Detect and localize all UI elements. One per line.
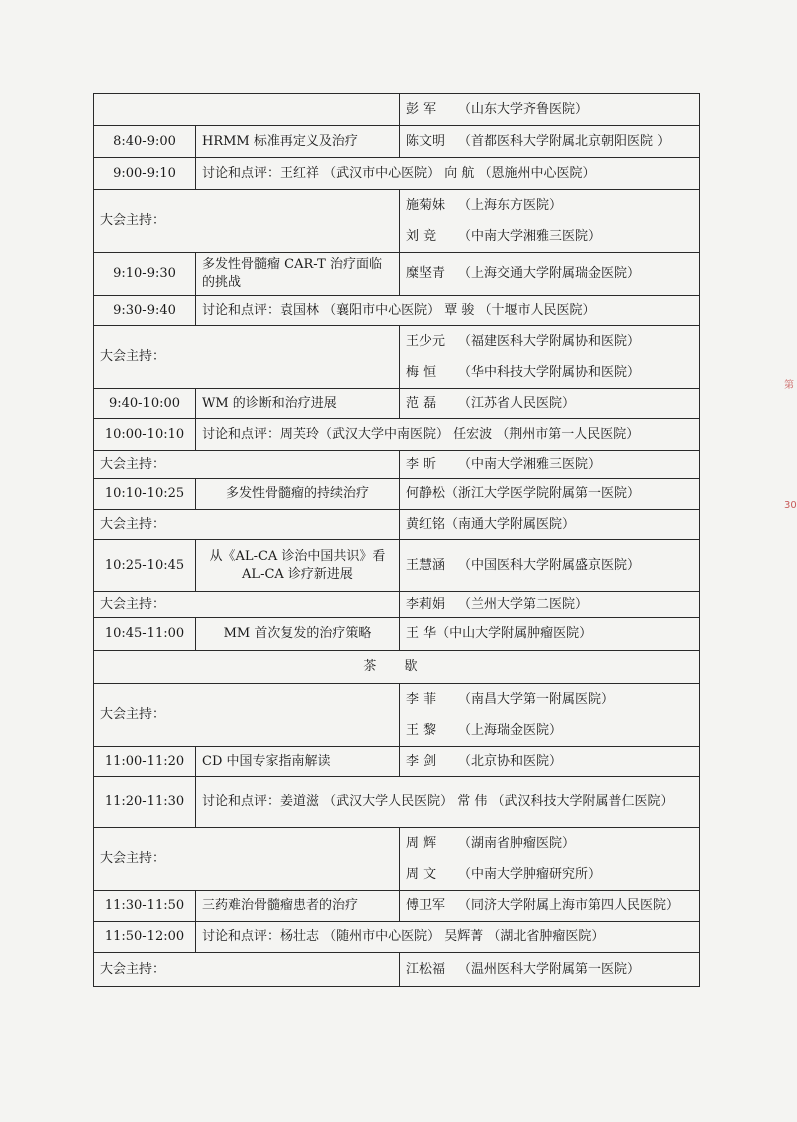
host-name: 周 文 — [406, 867, 437, 882]
host-name: 李 昕 — [406, 456, 437, 472]
session-time: 11:00-11:20 — [94, 747, 196, 777]
seal-fragment: 30 — [784, 500, 797, 511]
host-row — [94, 190, 700, 253]
speaker-name: 李 剑 — [406, 753, 437, 769]
host-row — [94, 592, 700, 618]
host-row — [94, 451, 700, 479]
table-row — [94, 158, 700, 190]
speaker-name: 范 磊 — [406, 395, 437, 411]
host-row — [94, 510, 700, 540]
host-label: 大会主持： — [94, 828, 400, 891]
host-entry — [406, 326, 693, 357]
host-entry — [406, 684, 693, 715]
host-name: 周 辉 — [406, 836, 437, 851]
speaker-name: 彭 军 — [406, 101, 437, 117]
session-time: 11:20-11:30 — [94, 777, 196, 828]
host-affiliation: （湖南省肿瘤医院） — [458, 836, 576, 851]
session-topic: HRMM 标准再定义及治疗 — [196, 126, 400, 158]
host-entry — [406, 828, 693, 859]
host-label: 大会主持： — [94, 592, 400, 618]
speaker: 王 华（中山大学附属肿瘤医院） — [400, 618, 700, 651]
host-affiliation: （福建医科大学附属协和医院） — [458, 334, 641, 349]
table-row — [94, 126, 700, 158]
discussion-text: 讨论和点评：王红祥 （武汉市中心医院） 向 航 （恩施州中心医院） — [196, 158, 700, 190]
session-time: 10:00-10:10 — [94, 419, 196, 451]
session-topic: WM 的诊断和治疗进展 — [196, 389, 400, 419]
speaker-name: 王慧涵 — [406, 557, 446, 573]
host-affiliation: （兰州大学第二医院） — [458, 596, 589, 612]
host-entry — [406, 190, 693, 221]
host-name: 梅 恒 — [406, 365, 437, 380]
table-row — [94, 479, 700, 510]
host: 黄红铭（南通大学附属医院） — [400, 510, 700, 540]
host-affiliation: （中南大学湘雅三医院） — [458, 456, 602, 472]
table-row — [94, 419, 700, 451]
empty-cell — [94, 94, 400, 126]
host-affiliation: （上海东方医院） — [458, 198, 563, 213]
host-label: 大会主持： — [94, 190, 400, 253]
host-name: 王少元 — [406, 334, 446, 349]
speaker-affiliation: （山东大学齐鲁医院） — [458, 101, 589, 117]
host-row — [94, 684, 700, 747]
host-name: 李莉娟 — [406, 596, 446, 612]
speaker-affiliation: （上海交通大学附属瑞金医院） — [458, 266, 641, 281]
host-affiliation: （华中科技大学附属协和医院） — [458, 365, 641, 380]
session-topic: 三药难治骨髓瘤患者的治疗 — [196, 891, 400, 922]
discussion-text: 讨论和点评：袁国林 （襄阳市中心医院） 覃 骏 （十堰市人民医院） — [196, 296, 700, 326]
table-row — [94, 94, 700, 126]
host-name: 李 菲 — [406, 692, 437, 707]
session-time: 9:00-9:10 — [94, 158, 196, 190]
table-row — [94, 296, 700, 326]
session-time: 11:50-12:00 — [94, 922, 196, 953]
table-row — [94, 253, 700, 296]
tea-break-row — [94, 651, 700, 684]
speaker-affiliation: （同济大学附属上海市第四人民医院） — [458, 898, 680, 913]
host-entry — [406, 859, 693, 890]
speaker-affiliation: （北京协和医院） — [458, 753, 563, 769]
host-label: 大会主持： — [94, 326, 400, 389]
table-row — [94, 540, 700, 592]
host-label: 大会主持： — [94, 953, 400, 987]
seal-fragment: 第 — [784, 380, 794, 391]
discussion-text: 讨论和点评：姜道滋 （武汉大学人民医院） 常 伟 （武汉科技大学附属普仁医院） — [196, 777, 700, 828]
speaker-name: 糜坚青 — [406, 266, 446, 281]
session-time: 9:30-9:40 — [94, 296, 196, 326]
host-entry — [406, 357, 693, 388]
session-topic: 多发性骨髓瘤的持续治疗 — [196, 479, 400, 510]
table-row — [94, 891, 700, 922]
session-topic: 多发性骨髓瘤 CAR-T 治疗面临的挑战 — [196, 253, 400, 296]
host-label: 大会主持： — [94, 684, 400, 747]
discussion-text: 讨论和点评：周芙玲（武汉大学中南医院） 任宏波 （荆州市第一人民医院） — [196, 419, 700, 451]
session-time: 9:10-9:30 — [94, 253, 196, 296]
speaker: 何静松（浙江大学医学院附属第一医院） — [400, 479, 700, 510]
host-affiliation: （上海瑞金医院） — [458, 723, 563, 738]
tea-break: 茶 歇 — [94, 651, 700, 684]
speaker-name: 傅卫军 — [406, 898, 446, 913]
discussion-text: 讨论和点评：杨壮志 （随州市中心医院） 吴辉菁 （湖北省肿瘤医院） — [196, 922, 700, 953]
speaker-affiliation: （江苏省人民医院） — [458, 395, 576, 411]
schedule-table — [93, 93, 700, 987]
host-row — [94, 953, 700, 987]
host-row — [94, 828, 700, 891]
session-topic: 从《AL-CA 诊治中国共识》看 AL-CA 诊疗新进展 — [196, 540, 400, 592]
speaker-affiliation: （中国医科大学附属盛京医院） — [458, 557, 641, 573]
host-affiliation: （温州医科大学附属第一医院） — [458, 961, 641, 977]
host-name: 王 黎 — [406, 723, 437, 738]
host-entry — [406, 221, 693, 252]
table-row — [94, 618, 700, 651]
host-row — [94, 326, 700, 389]
host-affiliation: （南昌大学第一附属医院） — [458, 692, 615, 707]
host-name: 江松福 — [406, 961, 446, 977]
session-time: 10:45-11:00 — [94, 618, 196, 651]
table-row — [94, 777, 700, 828]
speaker-name: 陈文明 — [406, 133, 446, 149]
table-row — [94, 389, 700, 419]
host-name: 施菊妹 — [406, 198, 446, 213]
host-affiliation: （中南大学肿瘤研究所） — [458, 867, 602, 882]
speaker-affiliation: （首都医科大学附属北京朝阳医院 ） — [458, 133, 671, 149]
session-time: 11:30-11:50 — [94, 891, 196, 922]
host-name: 刘 竞 — [406, 229, 437, 244]
session-topic: MM 首次复发的治疗策略 — [196, 618, 400, 651]
session-time: 10:10-10:25 — [94, 479, 196, 510]
session-time: 8:40-9:00 — [94, 126, 196, 158]
host-affiliation: （中南大学湘雅三医院） — [458, 229, 602, 244]
session-time: 10:25-10:45 — [94, 540, 196, 592]
host-label: 大会主持： — [94, 451, 400, 479]
host-label: 大会主持： — [94, 510, 400, 540]
host-entry — [406, 715, 693, 746]
table-row — [94, 922, 700, 953]
table-row — [94, 747, 700, 777]
session-time: 9:40-10:00 — [94, 389, 196, 419]
session-topic: CD 中国专家指南解读 — [196, 747, 400, 777]
